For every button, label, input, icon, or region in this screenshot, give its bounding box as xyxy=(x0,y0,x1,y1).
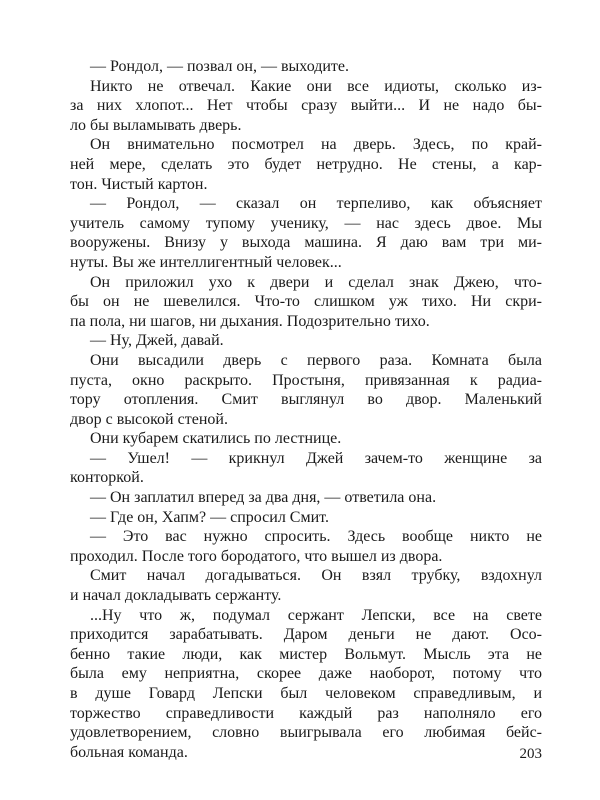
page-text xyxy=(70,57,542,762)
text-line: па пола, ни шагов, ни дыхания. Подозрительно тихо. xyxy=(70,312,430,330)
text-line: ней мере, сделать это будет нетрудно. Не стены, а кар- xyxy=(70,155,542,173)
text-line: — Ну, Джей, давай. xyxy=(90,332,224,350)
text-line: тору отопления. Смит выглянул во двор. Маленький xyxy=(70,391,542,409)
text-line: Они высадили дверь с первого раза. Комната была xyxy=(90,351,542,369)
text-line: учитель самому тупому ученику, — нас здесь двое. Мы xyxy=(70,214,542,232)
text-line: пуста, окно раскрыто. Простыня, привязанная к радиа- xyxy=(70,371,542,389)
text-line: за них хлопот... Нет чтобы сразу выйти... И не надо бы- xyxy=(70,97,542,115)
text-line: Смит начал догадываться. Он взял трубку, вздохнул xyxy=(90,567,542,585)
text-line: ...Ну что ж, подумал сержант Лепски, все на свете xyxy=(90,606,542,624)
text-line: вооружены. Внизу у выхода машина. Я даю вам три ми- xyxy=(70,234,542,252)
text-line: — Он заплатил вперед за два дня, — ответила она. xyxy=(90,489,437,507)
text-line: ло бы выламывать дверь. xyxy=(70,116,242,134)
text-line: больная команда. xyxy=(70,743,188,761)
text-line: Они кубарем скатились по лестнице. xyxy=(90,430,342,448)
text-line: торжество справедливости каждый раз наполняло его xyxy=(70,704,542,722)
text-line: — Рондол, — сказал он терпеливо, как объясняет xyxy=(90,195,542,213)
text-line: бенно такие люди, как мистер Вольмут. Мысль эта не xyxy=(70,645,542,663)
text-line: была ему неприятна, скорее даже наоборот, потому что xyxy=(70,665,542,683)
text-line: и начал докладывать сержанту. xyxy=(70,587,282,605)
text-line: нуты. Вы же интеллигентный человек... xyxy=(70,253,342,271)
text-line: конторкой. xyxy=(70,469,144,487)
text-line: в душе Говард Лепски был человеком справедливым, и xyxy=(70,685,542,702)
text-line: Он приложил ухо к двери и сделал знак Джею, что- xyxy=(90,273,542,291)
text-line: тон. Чистый картон. xyxy=(70,175,208,193)
text-line: — Рондол, — позвал он, — выходите. xyxy=(90,58,350,75)
text-line: приходится зарабатывать. Даром деньги не дают. Осо- xyxy=(70,626,542,644)
text-line: — Ушел! — крикнул Джей зачем-то женщине за xyxy=(90,449,542,467)
text-line: удовлетворением, словно выигрывала его любимая бейс- xyxy=(70,724,542,742)
text-line: Он внимательно посмотрел на дверь. Здесь, по край- xyxy=(90,136,542,154)
text-line: — Где он, Хапм? — спросил Смит. xyxy=(90,508,329,526)
text-line: двор с высокой стеной. xyxy=(70,410,228,428)
text-line: Никто не отвечал. Какие они все идиоты, сколько из- xyxy=(90,77,542,95)
text-line: — Это вас нужно спросить. Здесь вообще никто не xyxy=(90,528,542,546)
text-line: бы он не шевелился. Что-то слишком уж тихо. Ни скри- xyxy=(70,293,542,311)
page-number: 203 xyxy=(519,746,542,762)
text-line: проходил. После того бородатого, что вышел из двора. xyxy=(70,547,443,565)
